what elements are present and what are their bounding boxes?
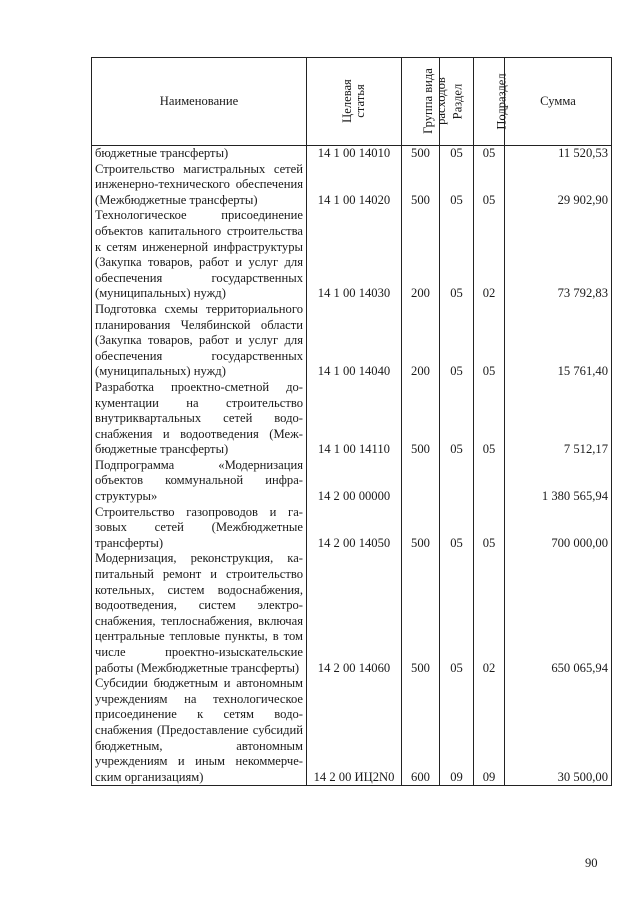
header-subsection-label: Подраздел <box>494 73 509 130</box>
header-section-label: Раздел <box>450 83 465 120</box>
row-section: 05 <box>440 208 474 302</box>
row-sum: 29 902,90 <box>505 162 612 209</box>
row-subsection: 02 <box>474 208 505 302</box>
row-section: 05 <box>440 302 474 380</box>
row-section: 05 <box>440 505 474 552</box>
row-name: Разработка проектно-сметной документации на строительство внутриквартальных сетей водоснабжения и водоотведения (Межбюджетные трансферты) <box>92 380 307 458</box>
row-sum: 73 792,83 <box>505 208 612 302</box>
page-number: 90 <box>585 856 598 870</box>
row-target: 14 2 00 ИЦ2N0 <box>307 676 402 786</box>
row-name: Подпрограмма «Модернизация объектов коммунальной инфраструктуры» <box>92 458 307 505</box>
row-section <box>440 458 474 505</box>
header-sum: Сумма <box>505 58 612 146</box>
row-name: бюджетные трансферты) <box>92 146 307 162</box>
header-name: Наименование <box>92 58 307 146</box>
row-name: Модернизация, реконструкция, капитальный ремонт и строительство котельных, систем водоснабжения, водоотведения, систем электроснабжения, теплоснабжения, включая центральные тепловые пункты, в том числе проектно-изыскательские работы (Межбюджетные трансферты) <box>92 551 307 676</box>
table-row <box>92 676 612 786</box>
row-target: 14 2 00 14050 <box>307 505 402 552</box>
row-group: 500 <box>402 551 440 676</box>
row-group: 500 <box>402 162 440 209</box>
row-target: 14 2 00 14060 <box>307 551 402 676</box>
row-subsection: 02 <box>474 551 505 676</box>
row-target: 14 1 00 14040 <box>307 302 402 380</box>
row-name: Строительство газопроводов и газовых сетей (Межбюджетные трансферты) <box>92 505 307 552</box>
row-group: 600 <box>402 676 440 786</box>
row-sum: 11 520,53 <box>505 146 612 162</box>
row-subsection: 05 <box>474 380 505 458</box>
row-section: 05 <box>440 162 474 209</box>
row-sum: 650 065,94 <box>505 551 612 676</box>
header-target <box>307 58 402 146</box>
row-target: 14 1 00 14110 <box>307 380 402 458</box>
row-subsection <box>474 458 505 505</box>
row-sum: 7 512,17 <box>505 380 612 458</box>
row-sum: 1 380 565,94 <box>505 458 612 505</box>
row-name: Подготовка схемы территориального планирования Челябинской области (Закупка товаров, работ и услуг для обеспечения государственных (муниципальных) нужд) <box>92 302 307 380</box>
row-group: 200 <box>402 208 440 302</box>
header-subsection <box>474 58 509 146</box>
row-section: 09 <box>440 676 474 786</box>
header-target-label: Целевая статья <box>339 78 367 123</box>
row-subsection: 05 <box>474 162 505 209</box>
table-row <box>92 302 612 380</box>
row-subsection: 05 <box>474 146 505 162</box>
row-group: 500 <box>402 146 440 162</box>
budget-table <box>91 57 612 786</box>
row-group: 500 <box>402 505 440 552</box>
row-target: 14 1 00 14020 <box>307 162 402 209</box>
row-sum: 700 000,00 <box>505 505 612 552</box>
row-section: 05 <box>440 146 474 162</box>
header-group <box>402 58 448 146</box>
row-group <box>402 458 440 505</box>
table-row <box>92 458 612 505</box>
row-target: 14 1 00 14030 <box>307 208 402 302</box>
row-sum: 15 761,40 <box>505 302 612 380</box>
row-target: 14 2 00 00000 <box>307 458 402 505</box>
row-name: Субсидии бюджетным и автономным учреждениям на технологическое присоединение к сетям водоснабжения (Предоставление субсидий бюджетным, автономным учреждениям и иным некоммерческим организациям) <box>92 676 307 786</box>
table-row <box>92 208 612 302</box>
row-subsection: 05 <box>474 302 505 380</box>
row-name: Технологическое присоединение объектов капитального строительства к сетям инженерной инфраструктуры (Закупка товаров, работ и услуг для обеспечения государственных (муниципальных) нужд) <box>92 208 307 302</box>
header-group-label: Группа вида расходов <box>420 67 448 134</box>
table-header-row <box>92 58 612 146</box>
row-subsection: 05 <box>474 505 505 552</box>
table-row <box>92 505 612 552</box>
row-target: 14 1 00 14010 <box>307 146 402 162</box>
table-row <box>92 380 612 458</box>
table-row <box>92 162 612 209</box>
table-row <box>92 551 612 676</box>
table-row <box>92 146 612 162</box>
row-subsection: 09 <box>474 676 505 786</box>
row-name: Строительство магистральных сетей инженерно-технического обеспечения (Межбюджетные трансферты) <box>92 162 307 209</box>
row-section: 05 <box>440 380 474 458</box>
row-section: 05 <box>440 551 474 676</box>
row-group: 200 <box>402 302 440 380</box>
row-group: 500 <box>402 380 440 458</box>
row-sum: 30 500,00 <box>505 676 612 786</box>
